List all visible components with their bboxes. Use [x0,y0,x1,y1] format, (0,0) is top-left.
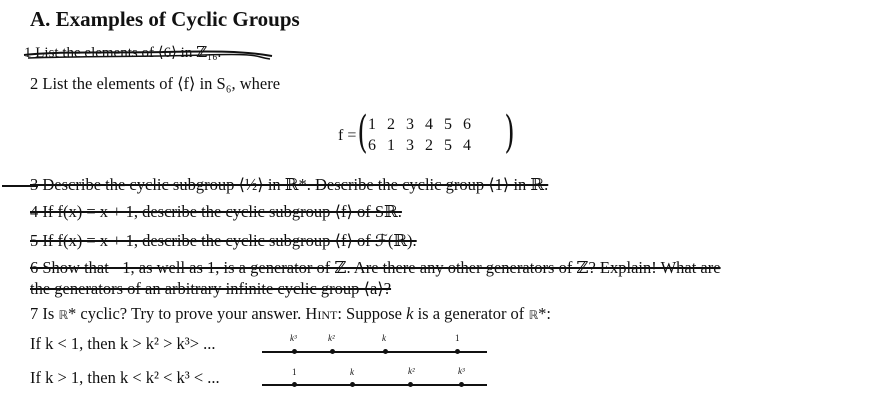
question-2: 2 List the elements of ⟨f⟩ in S₆, where [30,74,281,93]
reals-symbol: ℝ [58,308,69,322]
tick-label: k² [328,333,335,343]
point [330,349,335,354]
bottom-cell: 6 [368,137,376,154]
left-paren: ( [357,107,368,158]
case-k-less-1: If k < 1, then k > k² > k³> ... [30,334,216,353]
number-line-2 [262,366,487,390]
question-1-text: 1 List the elements of ⟨6⟩ in ℤ₁₆. [24,45,222,61]
k-var: k [406,304,414,323]
permutation-symbol: f = [338,127,357,144]
q7-end: *: [538,304,551,323]
right-paren: ) [504,107,515,158]
bottom-cell: 2 [425,137,433,154]
reals-symbol-2: ℝ [528,308,539,322]
tick-label: k [350,367,354,377]
section-title: A. Examples of Cyclic Groups [30,7,300,31]
tick-label: k³ [458,366,465,376]
top-cell: 3 [406,116,414,133]
bottom-cell: 1 [387,137,395,154]
point [292,349,297,354]
case-k-greater-1: If k > 1, then k < k² < k³ < ... [30,368,220,387]
top-cell: 6 [463,116,471,133]
tick-label: k² [408,366,415,376]
q7-lead: 7 Is [30,304,59,323]
number-line-1 [262,333,487,357]
tick-label: 1 [292,367,297,377]
tick-label: 1 [455,333,460,343]
permutation-top-row [368,116,471,134]
question-4: 4 If f(x) = x + 1, describe the cyclic subgroup ⟨f⟩ of Sℝ. [30,202,402,221]
point [459,382,464,387]
q7-text: * cyclic? Try to prove your answer. [68,304,306,323]
top-cell: 5 [444,116,452,133]
point [408,382,413,387]
hint-end: is a generator of [413,304,529,323]
hint-text: : Suppose [337,304,407,323]
top-cell: 2 [387,116,395,133]
top-cell: 4 [425,116,433,133]
question-3: 3 Describe the cyclic subgroup ⟨½⟩ in ℝ*. Describe the cyclic group ⟨1⟩ in ℝ. [30,175,549,194]
tick-label: k [382,333,386,343]
question-6-continued: the generators of an arbitrary infinite cyclic group ⟨a⟩? [30,279,392,298]
question-1-struck-text [24,43,221,62]
question-5: 5 If f(x) = x + 1, describe the cyclic subgroup ⟨f⟩ of ℱ(ℝ). [30,231,417,250]
permutation-bottom-row [368,137,471,155]
tick-label: k³ [290,333,297,343]
hint-label: Hint [305,304,338,323]
question-7 [30,304,551,324]
point [383,349,388,354]
question-1 [24,43,221,62]
point [455,349,460,354]
top-cell: 1 [368,116,376,133]
question-6: 6 Show that −1, as well as 1, is a generator of ℤ. Are there any other generators of ℤ? Explain! What are [30,258,721,277]
strike-lead-mark [0,183,40,189]
point [292,382,297,387]
bottom-cell: 5 [444,137,452,154]
bottom-cell: 4 [463,137,471,154]
point [350,382,355,387]
bottom-cell: 3 [406,137,414,154]
